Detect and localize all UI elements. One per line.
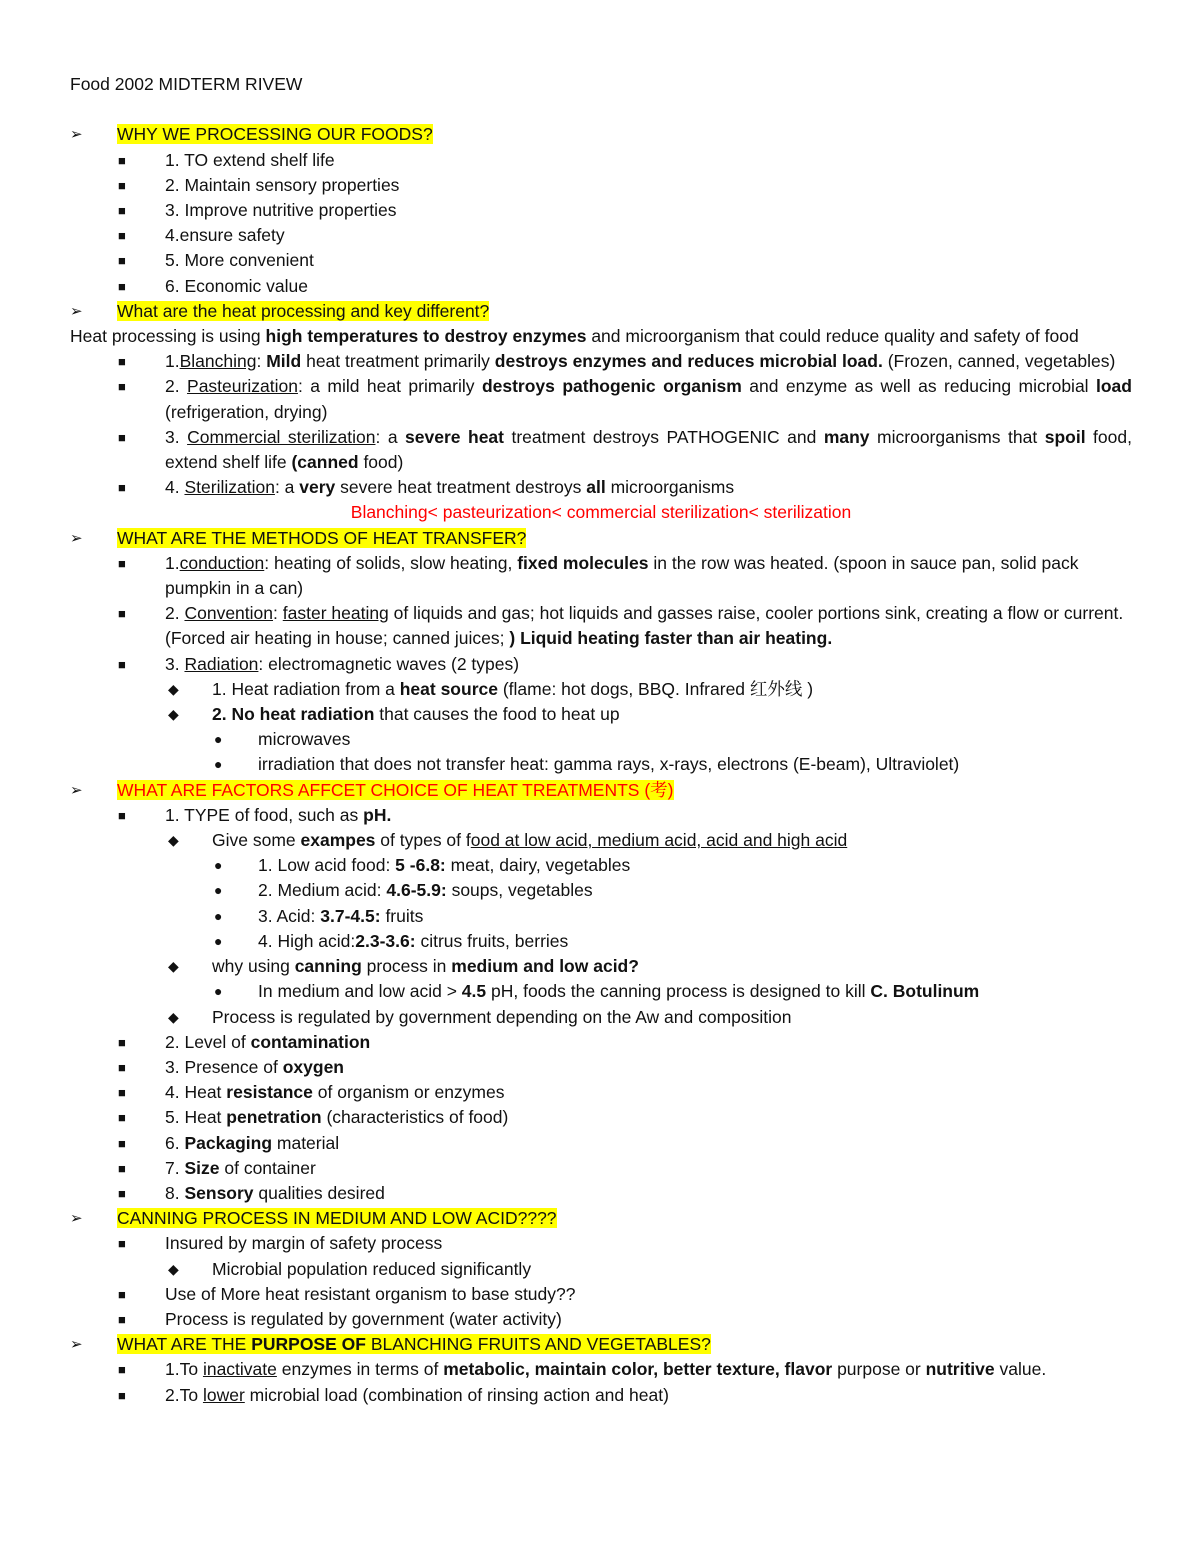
list-item: ■ Use of More heat resistant organism to base study?? (70, 1282, 1132, 1307)
list-item: ■ 2. Level of contamination (70, 1030, 1132, 1055)
list-item-convention: ■ 2. Convention: faster heating of liquids and gas; hot liquids and gasses raise, cooler portions sink, creating a flow or current. (Forced air heating in house; canned juices; ) Liquid heating faster than air heating. (118, 603, 1124, 649)
list-item: ■ 2. Maintain sensory properties (70, 173, 1132, 198)
list-item: ◆ why using canning process in medium and low acid? (70, 954, 1132, 979)
square-bullet-icon: ■ (118, 1236, 126, 1252)
square-bullet-icon: ■ (118, 606, 126, 622)
list-item: ● 4. High acid:2.3-3.6: citrus fruits, berries (70, 929, 1132, 954)
list-item: ■ 1.To inactivate enzymes in terms of metabolic, maintain color, better texture, flavor purpose or nutritive value. (70, 1357, 1132, 1382)
section-heading: ➢ WHY WE PROCESSING OUR FOODS? (70, 122, 1132, 147)
list-item: ■ Process is regulated by government (water activity) (70, 1307, 1132, 1332)
square-bullet-icon: ■ (118, 807, 126, 823)
arrowhead-bullet-icon: ➢ (70, 1210, 83, 1228)
list-item: ● 2. Medium acid: 4.6-5.9: soups, vegetables (70, 878, 1132, 903)
square-bullet-icon: ■ (118, 1362, 126, 1378)
section-heading: ➢ CANNING PROCESS IN MEDIUM AND LOW ACID???? (70, 1206, 1132, 1231)
list-item: ■ 6. Economic value (70, 274, 1132, 299)
list-item: ● 3. Acid: 3.7-4.5: fruits (70, 904, 1132, 929)
section-heading: ➢ What are the heat processing and key different? (70, 299, 1132, 324)
dot-bullet-icon: ● (214, 756, 223, 773)
list-item: ■ Insured by margin of safety process (70, 1231, 1132, 1256)
square-bullet-icon: ■ (118, 177, 126, 193)
arrowhead-bullet-icon: ➢ (70, 1336, 83, 1354)
square-bullet-icon: ■ (118, 1059, 126, 1075)
list-item: ■ 6. Packaging material (70, 1131, 1132, 1156)
heat-order-note: Blanching< pasteurization< commercial sterilization< sterilization (350, 502, 852, 523)
diamond-bullet-icon: ◆ (168, 1260, 179, 1277)
list-item: ● microwaves (70, 727, 1132, 752)
square-bullet-icon: ■ (118, 1185, 126, 1201)
dot-bullet-icon: ● (214, 882, 223, 899)
square-bullet-icon: ■ (118, 278, 126, 294)
diamond-bullet-icon: ◆ (168, 1008, 179, 1025)
square-bullet-icon: ■ (118, 1135, 126, 1151)
section-heading: ➢ WHAT ARE THE METHODS OF HEAT TRANSFER? (70, 526, 1132, 551)
square-bullet-icon: ■ (118, 480, 126, 496)
list-item: ■ 4. Heat resistance of organism or enzymes (70, 1080, 1132, 1105)
arrowhead-bullet-icon: ➢ (70, 126, 83, 144)
list-item: ■ 2.To lower microbial load (combination of rinsing action and heat) (70, 1383, 1132, 1408)
square-bullet-icon: ■ (118, 152, 126, 168)
list-item-conduction: ■ 1.conduction: heating of solids, slow heating, fixed molecules in the row was heated. (spoon in sauce pan, solid pack pumpkin in a can) (118, 552, 1079, 599)
dot-bullet-icon: ● (214, 731, 223, 748)
spacer (70, 97, 1132, 122)
list-item-radiation: ■ 3. Radiation: electromagnetic waves (2 types) (70, 652, 1132, 677)
arrowhead-bullet-icon: ➢ (70, 781, 83, 799)
list-item-commercial-sterilization: ■ 3. Commercial sterilization: a severe heat treatment destroys PATHOGENIC and many microorganisms that spoil food, extend shelf life (canned food) (118, 426, 1132, 473)
list-item: ■ 4.ensure safety (70, 223, 1132, 248)
section-heading: ➢ WHAT ARE THE PURPOSE OF BLANCHING FRUITS AND VEGETABLES? (70, 1332, 1132, 1357)
square-bullet-icon: ■ (118, 1110, 126, 1126)
list-item: ■ 7. Size of container (70, 1156, 1132, 1181)
list-item: ◆ 2. No heat radiation that causes the food to heat up (70, 702, 1132, 727)
list-item-sterilization: ■ 4. Sterilization: a very severe heat treatment destroys all microorganisms (70, 475, 1132, 500)
list-item: ■ 1. TYPE of food, such as pH. (70, 803, 1132, 828)
list-item: ◆ Process is regulated by government depending on the Aw and composition (70, 1005, 1132, 1030)
square-bullet-icon: ■ (118, 1286, 126, 1302)
document (70, 72, 1132, 1408)
list-item-pasteurization: ■ 2. Pasteurization: a mild heat primarily destroys pathogenic organism and enzyme as well as reducing microbial load (refrigeration, drying) (118, 376, 1132, 422)
square-bullet-icon: ■ (118, 203, 126, 218)
diamond-bullet-icon: ◆ (168, 958, 179, 975)
square-bullet-icon: ■ (118, 1387, 126, 1403)
list-item: ■ 5. More convenient (70, 248, 1132, 273)
square-bullet-icon: ■ (118, 656, 126, 672)
square-bullet-icon: ■ (118, 379, 126, 395)
list-item: ◆ Microbial population reduced significantly (70, 1257, 1132, 1282)
dot-bullet-icon: ● (214, 983, 223, 1000)
list-item: ■ 3. Improve nutritive properties (70, 198, 1132, 223)
square-bullet-icon: ■ (118, 253, 126, 269)
list-item: ● In medium and low acid > 4.5 pH, foods the canning process is designed to kill C. Botulinum (70, 979, 1132, 1004)
list-item: ● irradiation that does not transfer heat: gamma rays, x-rays, electrons (E-beam), Ultraviolet) (70, 752, 1132, 777)
square-bullet-icon: ■ (118, 1311, 126, 1327)
arrowhead-bullet-icon: ➢ (70, 529, 83, 547)
dot-bullet-icon: ● (214, 907, 223, 924)
diamond-bullet-icon: ◆ (168, 680, 179, 697)
list-item: ◆ Give some exampes of types of food at low acid, medium acid, acid and high acid (70, 828, 1132, 853)
diamond-bullet-icon: ◆ (168, 706, 179, 723)
list-item: ● 1. Low acid food: 5 -6.8: meat, dairy, vegetables (70, 853, 1132, 878)
dot-bullet-icon: ● (214, 932, 223, 949)
list-item: ■ 8. Sensory qualities desired (70, 1181, 1132, 1206)
square-bullet-icon: ■ (118, 1034, 126, 1050)
list-item: ■ 5. Heat penetration (characteristics of food) (70, 1105, 1132, 1130)
square-bullet-icon: ■ (118, 354, 126, 370)
list-item-blanching: ■ 1.Blanching: Mild heat treatment primarily destroys enzymes and reduces microbial load. (Frozen, canned, vegetables) (70, 349, 1132, 374)
dot-bullet-icon: ● (214, 857, 223, 874)
square-bullet-icon: ■ (118, 555, 126, 571)
document-title: Food 2002 MIDTERM RIVEW (70, 74, 303, 94)
arrowhead-bullet-icon: ➢ (70, 302, 83, 320)
square-bullet-icon: ■ (118, 429, 126, 445)
list-item: ■ 3. Presence of oxygen (70, 1055, 1132, 1080)
list-item: ■ 1. TO extend shelf life (70, 148, 1132, 173)
diamond-bullet-icon: ◆ (168, 832, 179, 849)
paragraph-heat-processing: Heat processing is using high temperatures to destroy enzymes and microorganism that could reduce quality and safety of food (70, 326, 1079, 347)
square-bullet-icon: ■ (118, 1160, 126, 1176)
section-heading: ➢ WHAT ARE FACTORS AFFCET CHOICE OF HEAT TREATMENTS (考) (70, 778, 1132, 803)
square-bullet-icon: ■ (118, 1085, 126, 1101)
list-item: ◆ 1. Heat radiation from a heat source (flame: hot dogs, BBQ. Infrared 红外线 ) (70, 677, 1132, 702)
square-bullet-icon: ■ (118, 228, 126, 244)
